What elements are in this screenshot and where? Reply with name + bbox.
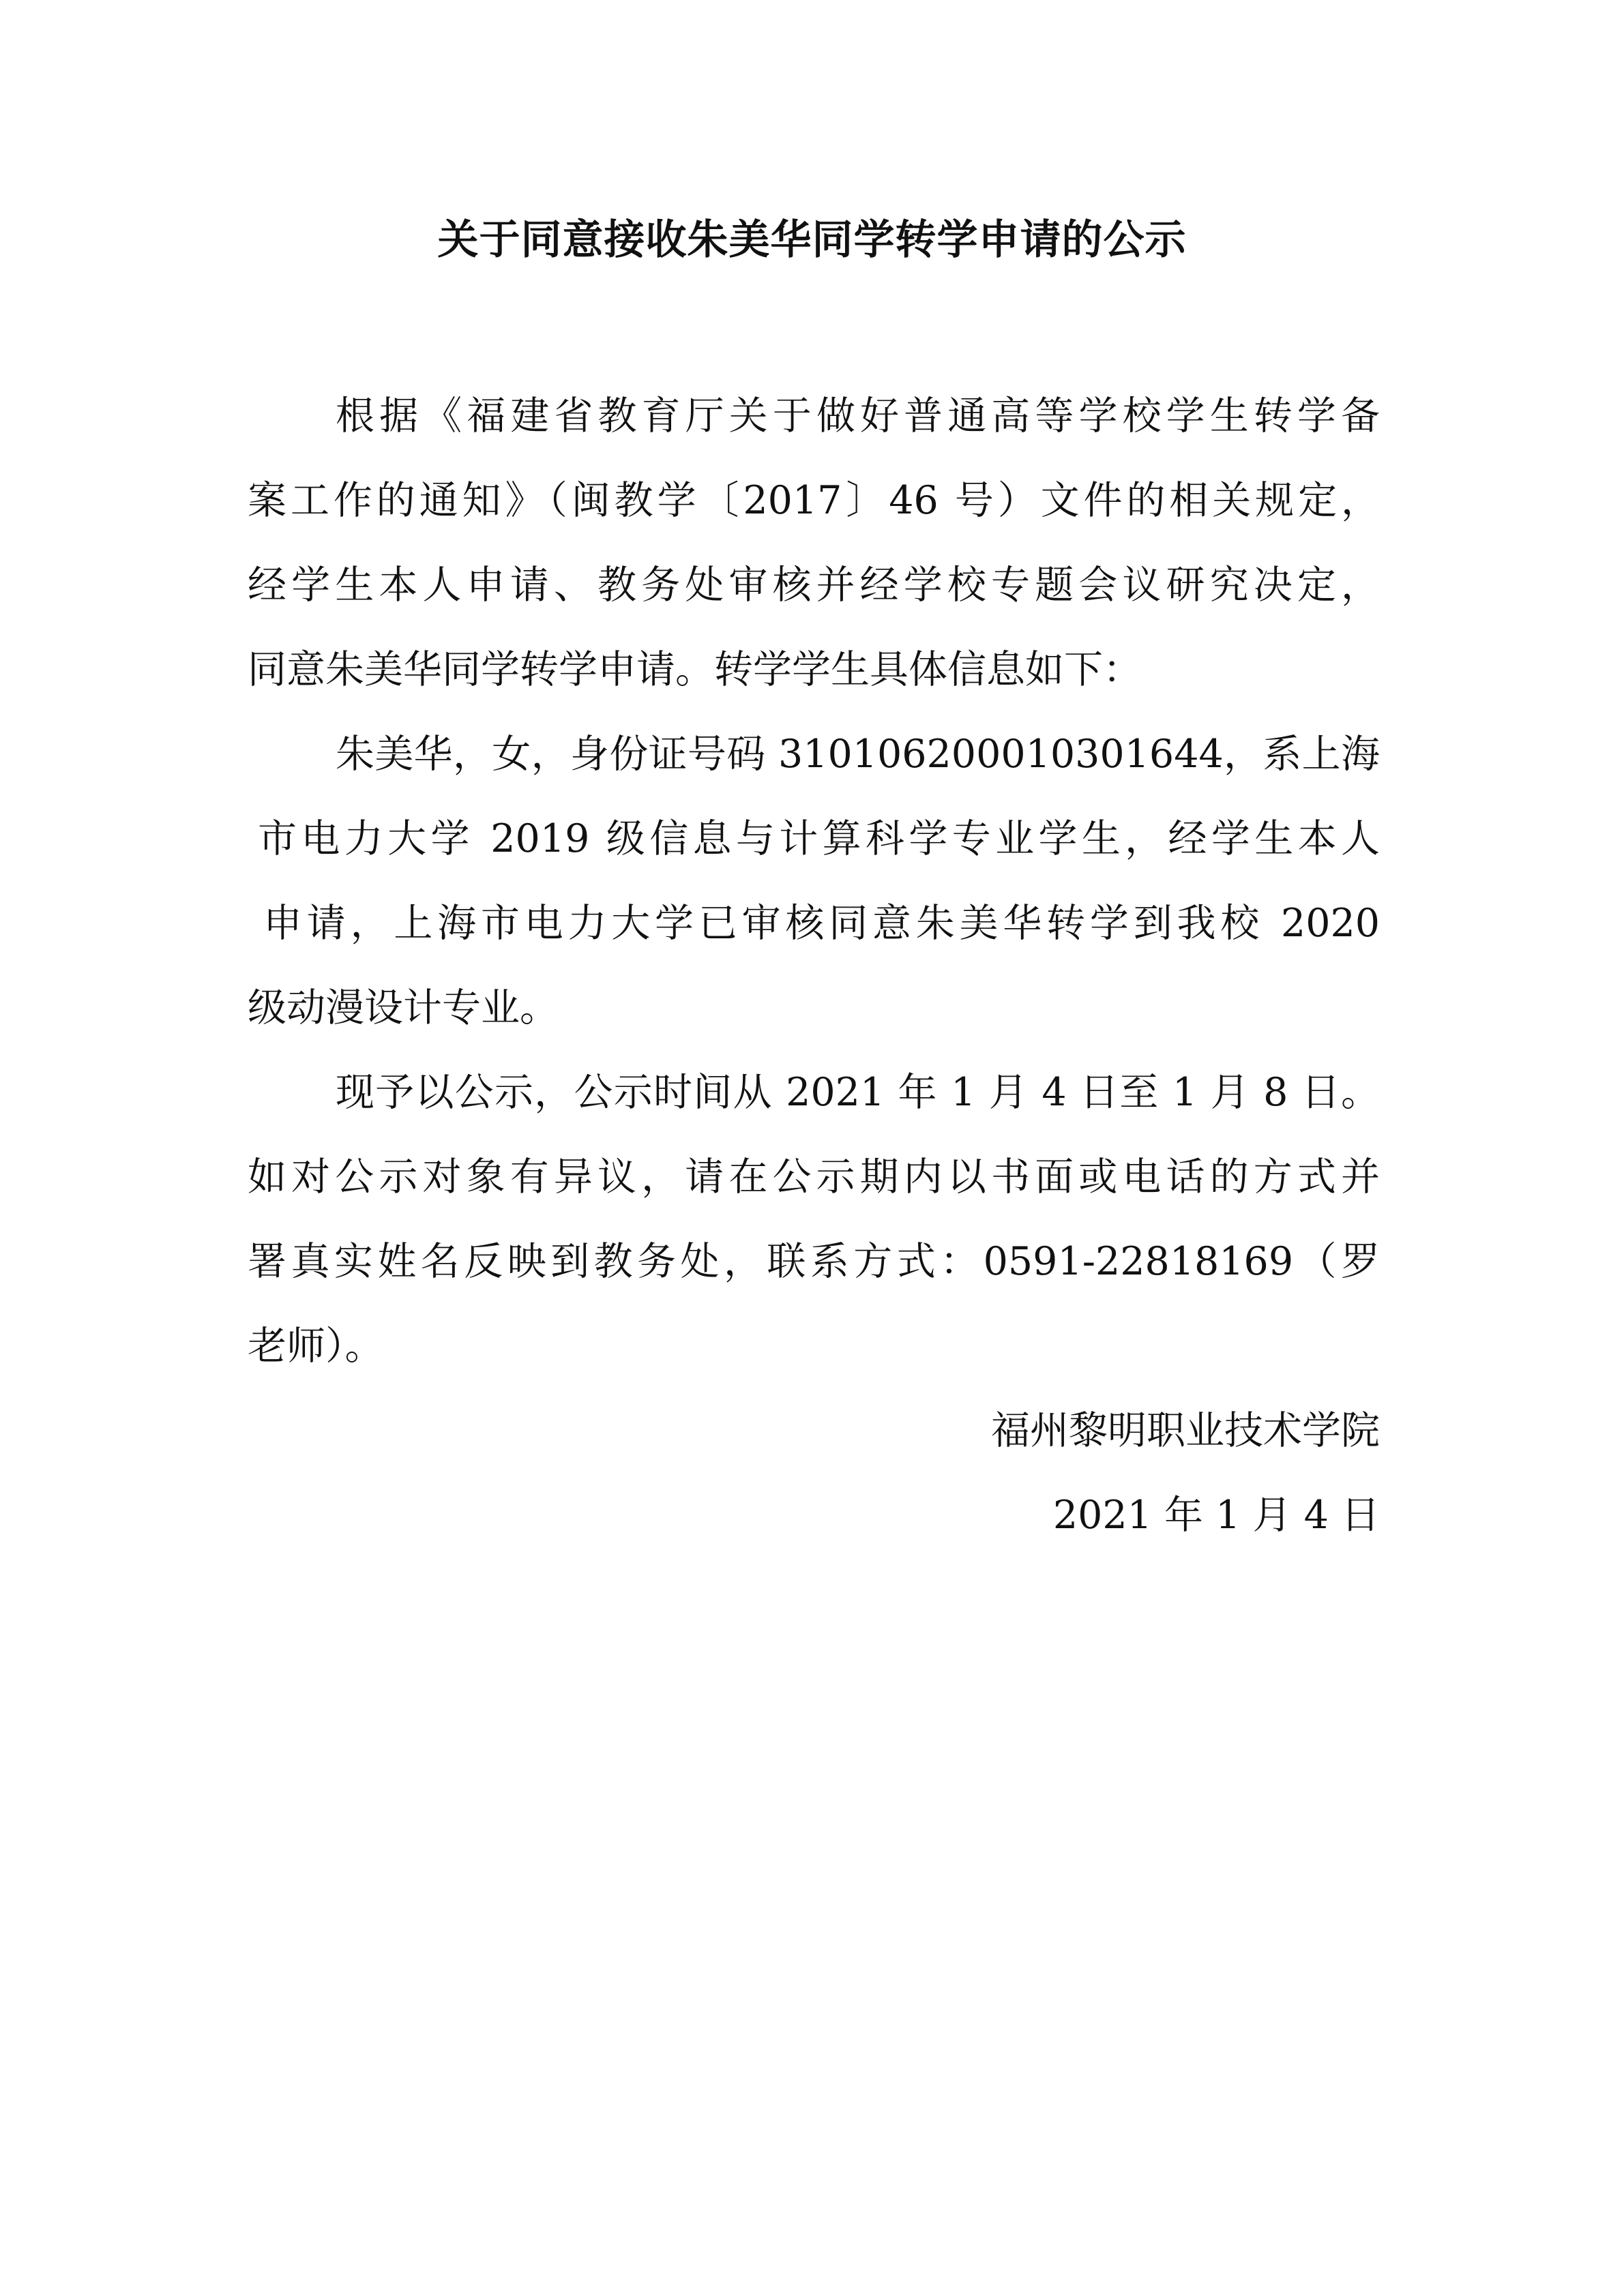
- paragraph1-line4: 同意朱美华同学转学申请。转学学生具体信息如下：: [248, 647, 1142, 692]
- paragraph1-line1: 根据《福建省教育厅关于做好普通高等学校学生转学备: [336, 393, 1380, 438]
- paragraph1-line3: 经学生本人申请、教务处审核并经学校专题会议研究决定，: [248, 563, 1380, 608]
- paragraph2-line2: 市电力大学 2019 级信息与计算科学专业学生，经学生本人: [258, 816, 1380, 861]
- notice-title: 关于同意接收朱美华同学转学申请的公示: [437, 216, 1187, 264]
- signature-date: 2021 年 1 月 4 日: [1052, 1493, 1380, 1538]
- signature-institution: 福州黎明职业技术学院: [991, 1408, 1380, 1453]
- paragraph2-line3: 申请，上海市电力大学已审核同意朱美华转学到我校 2020: [263, 901, 1380, 946]
- paragraph2-line1: 朱美华，女，身份证号码 310106200010301644，系上海: [336, 732, 1380, 777]
- paragraph3-line2: 如对公示对象有异议，请在公示期内以书面或电话的方式并: [248, 1154, 1380, 1199]
- paragraph1-line2: 案工作的通知》（闽教学〔2017〕46 号）文件的相关规定，: [248, 478, 1380, 523]
- paragraph2-line4: 级动漫设计专业。: [248, 985, 559, 1030]
- paragraph3-line3: 署真实姓名反映到教务处，联系方式：0591-22818169（罗: [248, 1239, 1380, 1284]
- paragraph3-line1: 现予以公示，公示时间从 2021 年 1 月 4 日至 1 月 8 日。: [336, 1070, 1380, 1115]
- paragraph3-line4: 老师）。: [248, 1324, 384, 1369]
